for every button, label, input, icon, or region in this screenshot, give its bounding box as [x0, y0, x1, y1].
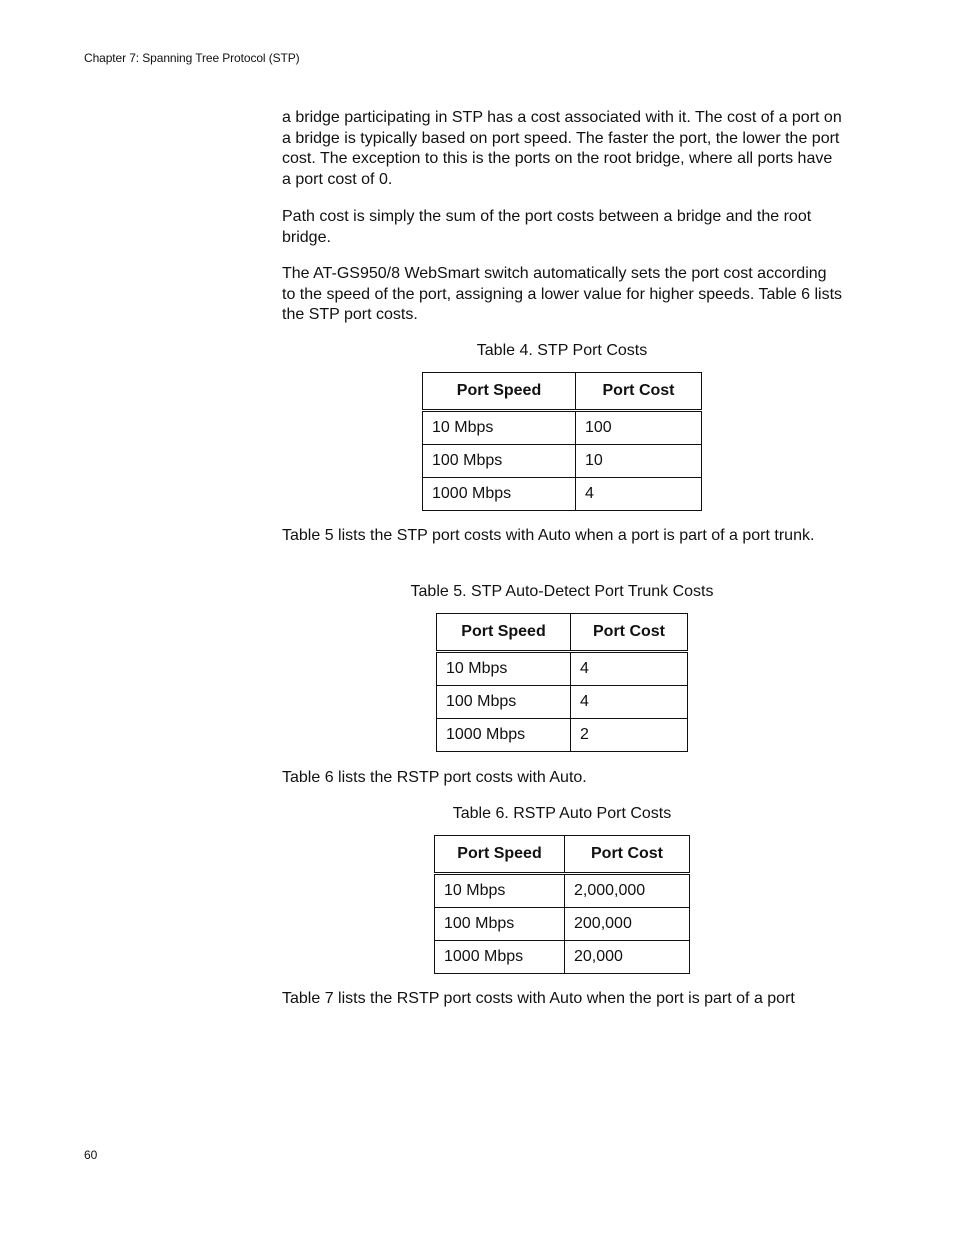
- stp-port-costs-table: [422, 372, 702, 511]
- cell-port-speed: 10 Mbps: [437, 652, 571, 686]
- stp-trunk-costs-table: [436, 613, 688, 752]
- table-row: [423, 478, 702, 511]
- column-header-port-cost: Port Cost: [565, 836, 690, 874]
- cell-port-cost: 2,000,000: [565, 874, 690, 908]
- table-row: [435, 908, 690, 941]
- paragraph-trunk-costs: Table 5 lists the STP port costs with Auto when a port is part of a port trunk.: [282, 527, 815, 544]
- table-row: [435, 941, 690, 974]
- cell-port-speed: 10 Mbps: [423, 411, 576, 445]
- table-header-row: [435, 836, 690, 874]
- paragraph-rstp-costs: Table 6 lists the RSTP port costs with Auto.: [282, 769, 587, 786]
- cell-port-speed: 100 Mbps: [437, 686, 571, 719]
- cell-port-cost: 200,000: [565, 908, 690, 941]
- paragraph-port-cost-intro: a bridge participating in STP has a cost associated with it. The cost of a port on a bridge is typically based on port speed. The faster the port, the lower the port cost. The exception to this is the ports on the root bridge, where all ports have a port cost of 0.: [282, 109, 842, 188]
- cell-port-cost: 2: [571, 719, 688, 752]
- table-6-caption: Table 6. RSTP Auto Port Costs: [452, 805, 672, 822]
- paragraph-rstp-trunk-costs: Table 7 lists the RSTP port costs with Auto when the port is part of a port: [282, 990, 795, 1007]
- column-header-port-speed: Port Speed: [435, 836, 565, 874]
- cell-port-speed: 10 Mbps: [435, 874, 565, 908]
- table-header-row: [437, 614, 688, 652]
- cell-port-cost: 4: [571, 686, 688, 719]
- cell-port-cost: 100: [576, 411, 702, 445]
- cell-port-speed: 1000 Mbps: [423, 478, 576, 511]
- rstp-auto-port-costs-table: [434, 835, 690, 974]
- cell-port-speed: 100 Mbps: [423, 445, 576, 478]
- column-header-port-cost: Port Cost: [576, 373, 702, 411]
- column-header-port-speed: Port Speed: [423, 373, 576, 411]
- cell-port-cost: 4: [576, 478, 702, 511]
- table-row: [435, 874, 690, 908]
- cell-port-speed: 100 Mbps: [435, 908, 565, 941]
- table-row: [437, 719, 688, 752]
- table-header-row: [423, 373, 702, 411]
- cell-port-cost: 10: [576, 445, 702, 478]
- column-header-port-cost: Port Cost: [571, 614, 688, 652]
- paragraph-path-cost: Path cost is simply the sum of the port costs between a bridge and the root bridge.: [282, 208, 812, 246]
- cell-port-speed: 1000 Mbps: [437, 719, 571, 752]
- table-row: [423, 445, 702, 478]
- table-4-caption: Table 4. STP Port Costs: [476, 342, 648, 359]
- running-header: Chapter 7: Spanning Tree Protocol (STP): [84, 51, 300, 65]
- table-5-caption: Table 5. STP Auto-Detect Port Trunk Costs: [410, 583, 714, 600]
- page-number: 60: [84, 1148, 98, 1162]
- column-header-port-speed: Port Speed: [437, 614, 571, 652]
- cell-port-cost: 20,000: [565, 941, 690, 974]
- table-row: [437, 686, 688, 719]
- cell-port-speed: 1000 Mbps: [435, 941, 565, 974]
- table-row: [437, 652, 688, 686]
- cell-port-cost: 4: [571, 652, 688, 686]
- paragraph-auto-port-cost: The AT-GS950/8 WebSmart switch automatically sets the port cost according to the speed of the port, assigning a lower value for higher speeds. Table 6 lists the STP port costs.: [282, 265, 843, 323]
- table-row: [423, 411, 702, 445]
